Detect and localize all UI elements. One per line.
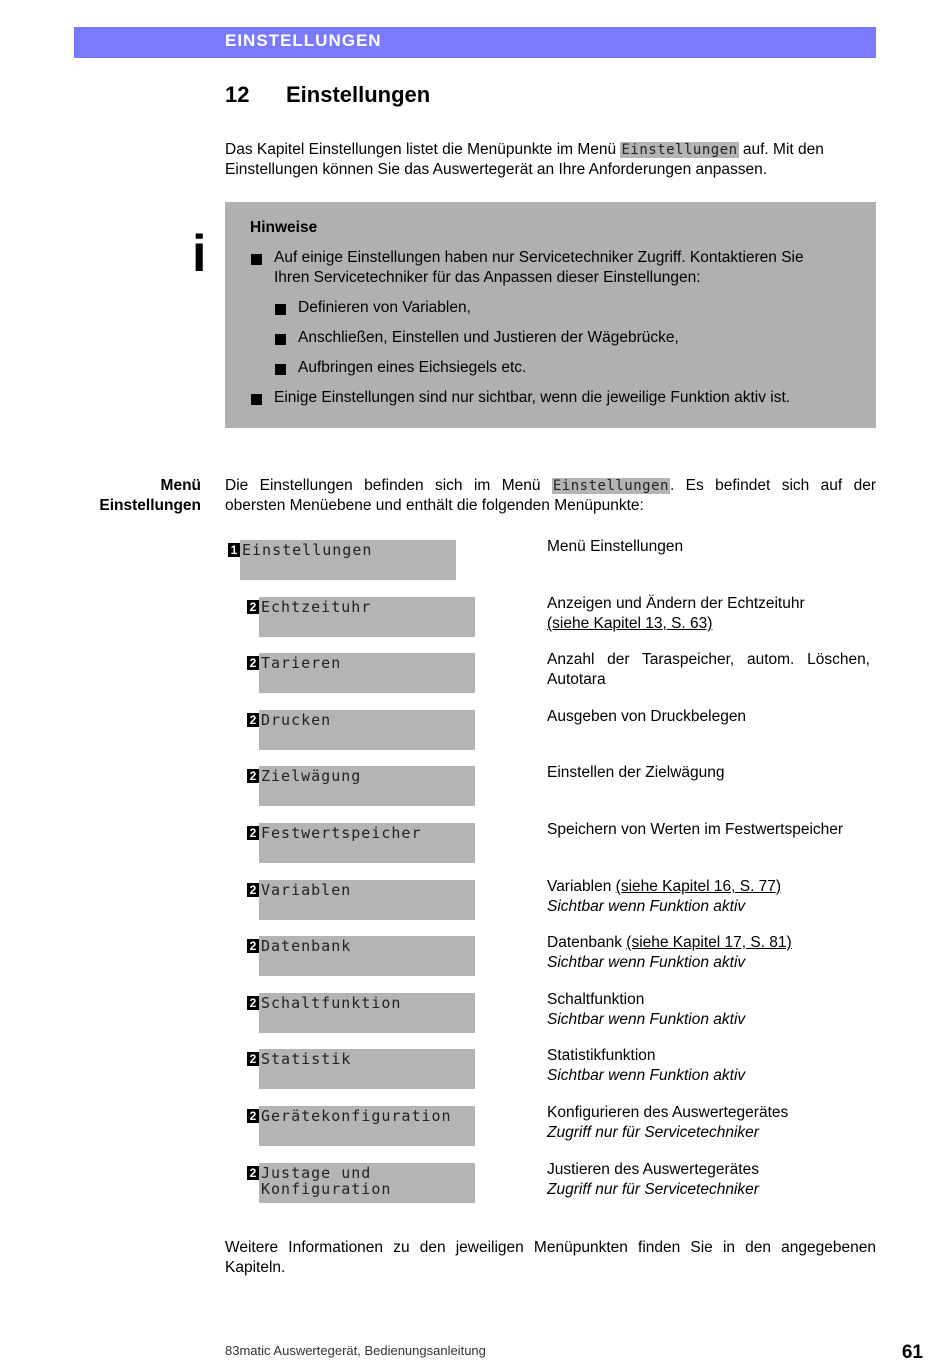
menu-item-desc-line: [547, 933, 870, 953]
menu-item-description: [547, 820, 870, 840]
menu-item-description: [547, 707, 870, 727]
chapter-reference-link[interactable]: (siehe Kapitel 16, S. 77): [615, 878, 782, 895]
menu-item-description: [547, 1046, 870, 1086]
lcd-menu-label: Einstellungen: [242, 541, 373, 559]
menu-item-desc-line: [547, 537, 870, 557]
note-subitem: Aufbringen eines Eichsiegels etc.: [298, 359, 527, 376]
menu-item-note: Zugriff nur für Servicetechniker: [547, 1181, 759, 1198]
menu-item-description: [547, 537, 870, 557]
menu-item-note: Sichtbar wenn Funktion aktiv: [547, 954, 746, 971]
lcd-menu-label: Echtzeituhr: [261, 598, 372, 616]
side-label-line-2: Einstellungen: [99, 497, 201, 514]
menu-item-desc-line: [547, 877, 870, 897]
menu-item-note: Sichtbar wenn Funktion aktiv: [547, 1067, 746, 1084]
menu-level-badge: 2: [247, 656, 259, 670]
menu-item-desc-line: [547, 594, 870, 614]
menu-item-desc-line: [547, 650, 870, 670]
lcd-menu-label: Gerätekonfiguration: [261, 1107, 452, 1125]
intro-line-2: Einstellungen können Sie das Auswertegerät an Ihre Anforderungen anpassen.: [225, 161, 768, 178]
menu-level-badge: 2: [247, 769, 259, 783]
menu-item-desc-text: Konfigurieren des Auswertegerätes: [547, 1104, 789, 1121]
menu-section-paragraph: [225, 476, 876, 516]
menu-item-desc-text: Schaltfunktion: [547, 991, 645, 1008]
lcd-menu-label: Datenbank: [261, 937, 352, 955]
chapter-number: 12: [225, 82, 250, 107]
menu-item-note: Sichtbar wenn Funktion aktiv: [547, 1011, 746, 1028]
menu-item-desc-line: [547, 820, 870, 840]
menu-item-description: [547, 1103, 870, 1143]
section-header-bar: [74, 27, 876, 58]
menu-item-desc-line: [547, 1160, 870, 1180]
lcd-menu-label: Tarieren: [261, 654, 342, 672]
menu-item-desc-line: [547, 990, 870, 1010]
menu-item-desc-text: Datenbank: [547, 934, 627, 951]
menu-level-badge: 2: [247, 883, 259, 897]
lcd-menu-label: Zielwägung: [261, 767, 362, 785]
menu-section-text-after: . Es befindet sich auf der: [669, 477, 876, 494]
lcd-menu-label: Festwertspeicher: [261, 824, 422, 842]
closing-line-1: Weitere Informationen zu den jeweiligen Menüpunkten finden Sie in den angegebenen: [225, 1239, 876, 1256]
menu-item-desc-text: Ausgeben von Druckbelegen: [547, 708, 747, 725]
menu-item-description: [547, 877, 870, 917]
section-header-title: EINSTELLUNGEN: [225, 31, 382, 50]
menu-item-desc-text: Einstellen der Zielwägung: [547, 764, 725, 781]
menu-item-description: [547, 1160, 870, 1200]
menu-item-description: [547, 650, 870, 690]
menu-item-note: Sichtbar wenn Funktion aktiv: [547, 898, 746, 915]
menu-item-desc-line: [547, 707, 870, 727]
menu-item-desc-text: Variablen: [547, 878, 616, 895]
menu-section-line-2: obersten Menüebene und enthält die folgenden Menüpunkte:: [225, 497, 644, 514]
lcd-menu-label: Drucken: [261, 711, 332, 729]
bullet-square-icon: [275, 304, 286, 315]
menu-item-desc-line: [547, 1103, 870, 1123]
closing-line-2: Kapiteln.: [225, 1259, 286, 1276]
menu-level-badge: 2: [247, 1109, 259, 1123]
menu-item-description: [547, 763, 870, 783]
menu-item-desc-text: Menü Einstellungen: [547, 538, 684, 555]
menu-level-badge: 2: [247, 996, 259, 1010]
bullet-square-icon: [275, 364, 286, 375]
menu-item-desc-text: Anzeigen und Ändern der Echtzeituhr: [547, 595, 805, 612]
menu-item-desc-text: Justieren des Auswertegerätes: [547, 1161, 759, 1178]
page-number: 61: [901, 1342, 923, 1363]
note-bullet-1-line-1: Auf einige Einstellungen haben nur Servicetechniker Zugriff. Kontaktieren Sie: [274, 249, 804, 266]
lcd-menu-label: Justage und Konfiguration: [261, 1164, 392, 1198]
chapter-title: [225, 82, 430, 108]
chapter-reference-link[interactable]: (siehe Kapitel 17, S. 81): [626, 934, 792, 951]
menu-item-note: Autotara: [547, 671, 606, 688]
menu-level-badge: 2: [247, 1052, 259, 1066]
bullet-square-icon: [251, 254, 262, 265]
menu-level-badge: 2: [247, 939, 259, 953]
side-label: [99, 476, 201, 516]
info-icon: i: [192, 225, 207, 283]
menu-item-desc-text: Speichern von Werten im Festwertspeicher: [547, 821, 844, 838]
menu-term: Einstellungen: [621, 142, 738, 158]
menu-item-desc-text: Anzahl der Taraspeicher, autom. Löschen,: [547, 651, 870, 668]
menu-section-text: Die Einstellungen befinden sich im Menü: [225, 477, 552, 494]
side-label-line-1: Menü: [160, 477, 201, 494]
menu-item-desc-line: [547, 763, 870, 783]
lcd-menu-label: Variablen: [261, 881, 352, 899]
closing-paragraph: [225, 1238, 876, 1278]
note-title: Hinweise: [250, 219, 318, 236]
menu-level-badge: 2: [247, 600, 259, 614]
menu-item-note: Zugriff nur für Servicetechniker: [547, 1124, 759, 1141]
menu-term: Einstellungen: [552, 478, 669, 494]
menu-level-badge: 2: [247, 713, 259, 727]
menu-item-desc-line: [547, 1046, 870, 1066]
intro-text: Das Kapitel Einstellungen listet die Menüpunkte im Menü: [225, 141, 621, 158]
note-subitem: Definieren von Variablen,: [298, 299, 471, 316]
menu-level-badge: 2: [247, 826, 259, 840]
note-bullet-1: [274, 248, 804, 288]
note-subitem: Anschließen, Einstellen und Justieren der Wägebrücke,: [298, 329, 679, 346]
bullet-square-icon: [275, 334, 286, 345]
menu-level-badge: 1: [228, 543, 240, 557]
menu-item-description: [547, 933, 870, 973]
intro-text-after: auf. Mit den: [738, 141, 824, 158]
menu-level-badge: 2: [247, 1166, 259, 1180]
note-bullet-1-line-2: Ihren Servicetechniker für das Anpassen dieser Einstellungen:: [274, 269, 701, 286]
lcd-menu-label: Statistik: [261, 1050, 352, 1068]
menu-item-description: [547, 990, 870, 1030]
bullet-square-icon: [251, 394, 262, 405]
menu-item-desc-text: Statistikfunktion: [547, 1047, 656, 1064]
intro-paragraph: [225, 140, 876, 180]
lcd-menu-label: Schaltfunktion: [261, 994, 402, 1012]
footer-text: 83matic Auswertegerät, Bedienungsanleitung: [225, 1343, 486, 1358]
chapter-title-text: Einstellungen: [286, 82, 431, 107]
chapter-reference-link[interactable]: (siehe Kapitel 13, S. 63): [547, 615, 713, 632]
note-bullet-2: Einige Einstellungen sind nur sichtbar, wenn die jeweilige Funktion aktiv ist.: [274, 389, 791, 406]
menu-item-description: [547, 594, 870, 634]
